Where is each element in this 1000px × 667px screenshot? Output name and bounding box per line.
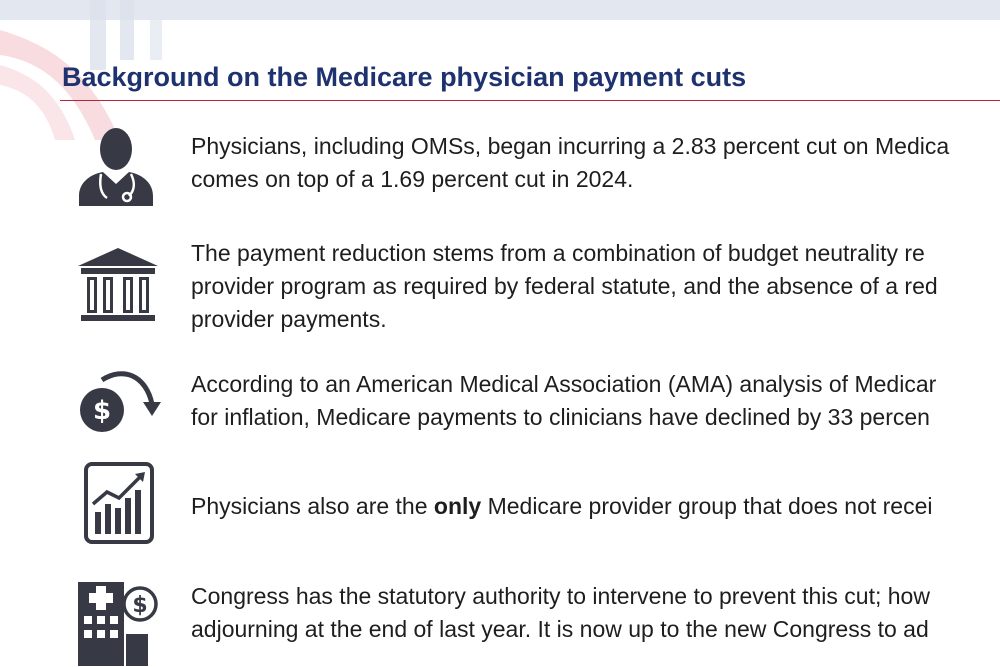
hospital-dollar-icon (72, 576, 162, 666)
item-4-line-1 (191, 490, 1000, 523)
item-5-line-1: Congress has the statutory authority to intervene to prevent this cut; how (191, 583, 930, 609)
item-2-line-1: The payment reduction stems from a combination of budget neutrality re (191, 240, 925, 266)
item-2-text (191, 237, 1000, 336)
item-4-text-emphasis: only (433, 493, 482, 519)
government-building-icon (73, 242, 163, 332)
item-3-text (191, 368, 1000, 434)
item-3-line-2: for inflation, Medicare payments to clinicians have declined by 33 percen (191, 404, 930, 430)
item-1-line-1: Physicians, including OMSs, began incurring a 2.83 percent cut on Medica (191, 133, 950, 159)
item-3-line-1: According to an American Medical Association (AMA) analysis of Medicar (191, 371, 937, 397)
physician-icon (71, 124, 161, 214)
item-2-line-3: provider payments. (191, 306, 387, 332)
item-4-text (191, 490, 1000, 523)
item-1-line-2: comes on top of a 1.69 percent cut in 2024. (191, 166, 634, 192)
item-4-text-post: Medicare provider group that does not recei (481, 493, 933, 519)
dollar-decline-icon (72, 362, 162, 452)
item-1-text (191, 130, 1000, 196)
growth-chart-icon (75, 460, 165, 550)
slide-title: Background on the Medicare physician payment cuts (62, 62, 747, 92)
item-4-text-pre: Physicians also are the (191, 493, 434, 519)
item-5-text (191, 580, 1000, 646)
item-5-line-2: adjourning at the end of last year. It is now up to the new Congress to ad (191, 616, 929, 642)
svg-text:$: $ (92, 396, 112, 426)
item-2-line-2: provider program as required by federal statute, and the absence of a red (191, 273, 938, 299)
svg-text:$: $ (132, 593, 148, 618)
title-divider (60, 100, 1000, 101)
